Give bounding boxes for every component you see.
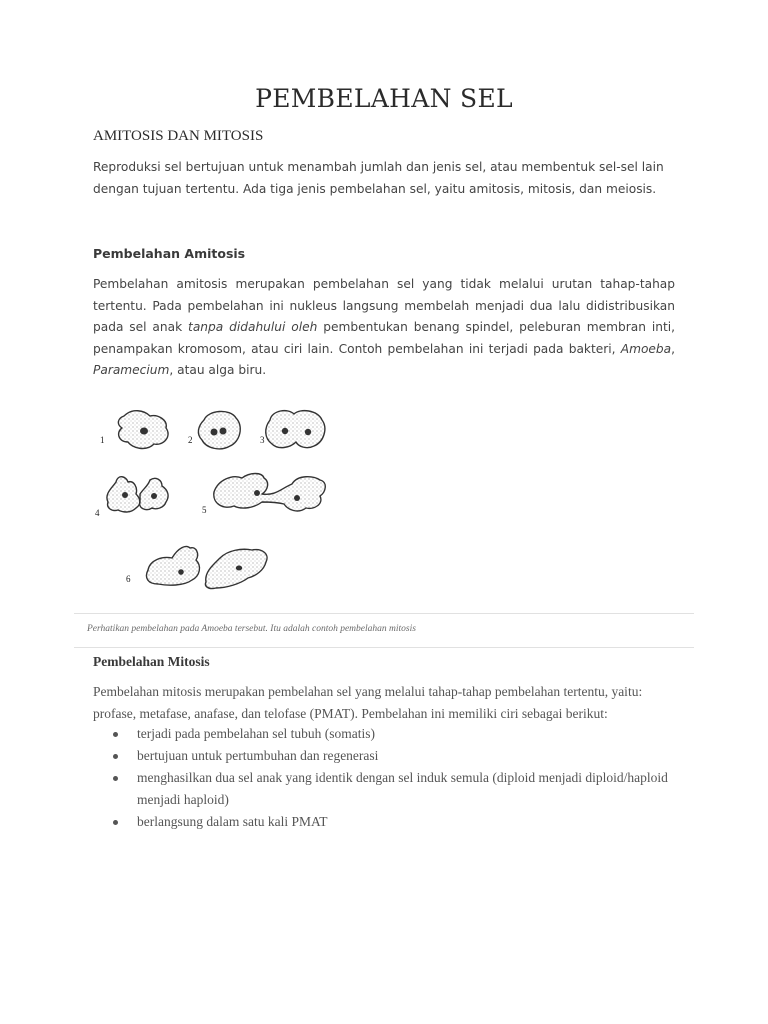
bullet-icon bbox=[113, 776, 118, 781]
page-title: PEMBELAHAN SEL bbox=[255, 84, 513, 113]
figure-label-3: 3 bbox=[260, 435, 265, 445]
list-item bbox=[93, 811, 678, 833]
amoeba-stage-5-icon bbox=[214, 474, 325, 511]
list-item-text: menghasilkan dua sel anak yang identik dengan sel induk semula (diploid menjadi diploid/haploid menjadi haploid) bbox=[137, 770, 668, 807]
amitosis-text-2: pembentukan benang spindel, peleburan membran inti, penampakan kromosom, atau ciri lain. Contoh pembelahan ini terjadi pada bakteri, bbox=[93, 320, 676, 356]
list-item bbox=[93, 745, 678, 767]
amoeba-stage-2-icon bbox=[198, 411, 240, 448]
list-item-text: bertujuan untuk pertumbuhan dan regenerasi bbox=[137, 748, 379, 763]
amitosis-text-3: , bbox=[671, 341, 675, 356]
list-item-text: berlangsung dalam satu kali PMAT bbox=[137, 814, 328, 829]
amoeba-stage-3-icon bbox=[266, 411, 325, 448]
amoeba-stage-6a-icon bbox=[146, 546, 199, 585]
mitosis-heading: Pembelahan Mitosis bbox=[93, 654, 210, 669]
intro-paragraph: Reproduksi sel bertujuan untuk menambah jumlah dan jenis sel, atau membentuk sel-sel lain dengan tujuan tertentu. Ada tiga jenis pembelahan sel, yaitu amitosis, mitosis, dan meiosis. bbox=[93, 160, 664, 196]
amitosis-paragraph bbox=[93, 274, 675, 382]
figure-caption-box bbox=[74, 613, 694, 648]
amitosis-text-1: Pembelahan amitosis merupakan pembelahan sel yang tidak melalui urutan tahap-tahap tertentu. Pada pembelahan ini nukleus langsung membelah menjadi dua lalu didistribusikan pada sel anak bbox=[93, 277, 675, 334]
amitosis-italic-amoeba: Amoeba bbox=[620, 341, 672, 356]
list-item bbox=[93, 767, 678, 811]
section-subtitle: AMITOSIS DAN MITOSIS bbox=[93, 128, 264, 144]
bullet-icon bbox=[113, 754, 118, 759]
amitosis-text-4: , atau alga biru. bbox=[169, 363, 267, 377]
amitosis-heading: Pembelahan Amitosis bbox=[93, 246, 246, 261]
amitosis-italic-paramecium: Paramecium bbox=[93, 363, 170, 377]
figure-label-6: 6 bbox=[126, 574, 131, 584]
amitosis-italic-1: tanpa didahului oleh bbox=[188, 320, 318, 334]
figure-caption: Perhatikan pembelahan pada Amoeba tersebut. Itu adalah contoh pembelahan mitosis bbox=[87, 624, 416, 634]
mitosis-characteristics-list bbox=[93, 723, 678, 833]
bullet-icon bbox=[113, 732, 118, 737]
figure-label-1: 1 bbox=[100, 435, 105, 445]
figure-label-4: 4 bbox=[95, 508, 100, 518]
mitosis-paragraph: Pembelahan mitosis merupakan pembelahan sel yang melalui tahap-tahap pembelahan tertentu, yaitu: profase, metafase, anafase, dan telofase (PMAT). Pembelahan ini memiliki ciri sebagai berikut: bbox=[93, 684, 643, 721]
bullet-icon bbox=[113, 820, 118, 825]
amoeba-division-figure bbox=[92, 398, 342, 598]
list-item-text: terjadi pada pembelahan sel tubuh (somatis) bbox=[137, 726, 376, 741]
figure-label-2: 2 bbox=[188, 435, 193, 445]
figure-label-5: 5 bbox=[202, 505, 207, 515]
list-item bbox=[93, 723, 678, 745]
